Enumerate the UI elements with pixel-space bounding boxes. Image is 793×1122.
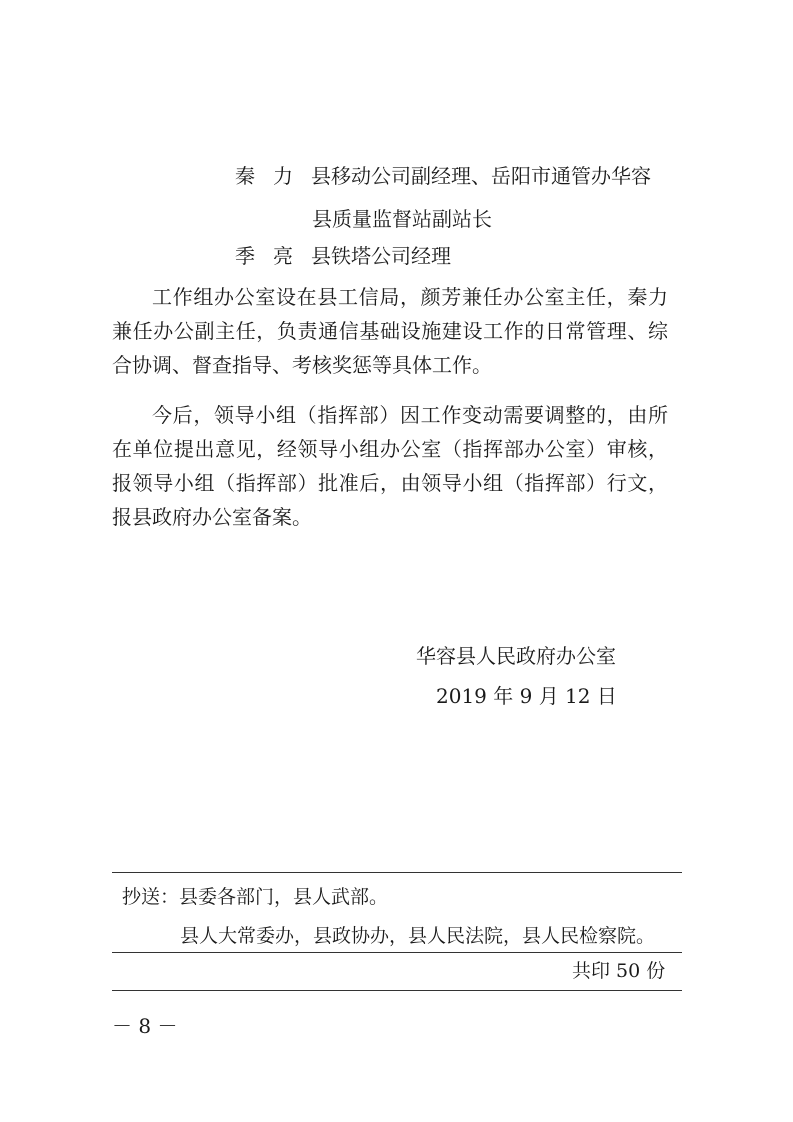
copy-to-label: 抄送： <box>122 886 180 908</box>
member-name <box>235 166 297 186</box>
member-name-char: 亮 <box>273 244 293 268</box>
member-name-char: 季 <box>235 244 255 268</box>
copy-to-line1: 县委各部门，县人武部。 <box>179 886 389 908</box>
member-role: 县移动公司副经理、岳阳市通管办华容 <box>311 164 651 188</box>
divider-top <box>112 872 682 873</box>
member-role: 县铁塔公司经理 <box>311 244 451 268</box>
member-name-char: 秦 <box>235 164 255 188</box>
member-name-char: 力 <box>273 164 293 188</box>
issuer-name: 华容县人民政府办公室 <box>416 644 616 668</box>
divider-bottom <box>112 990 682 991</box>
divider-middle <box>112 952 682 953</box>
body-paragraph: 工作组办公室设在县工信局，颜芳兼任办公室主任，秦力兼任办公副主任，负责通信基础设施建设工作的日常管理、综合协调、督查指导、考核奖惩等具体工作。 <box>112 285 668 377</box>
member-role-continued: 县质量监督站副站长 <box>312 207 492 231</box>
member-name <box>235 246 297 266</box>
issue-date: 2019 年 9 月 12 日 <box>436 684 617 708</box>
body-paragraph: 今后，领导小组（指挥部）因工作变动需要调整的，由所在单位提出意见，经领导小组办公室（指挥部办公室）审核，报领导小组（指挥部）批准后，由领导小组（指挥部）行文，报县政府办公室备案。 <box>112 403 668 529</box>
member-row <box>235 166 651 186</box>
page-number: － 8 － <box>112 1014 178 1038</box>
copies-count: 共印 50 份 <box>572 960 666 982</box>
member-row <box>235 246 451 266</box>
copy-to-line2: 县人大常委办，县政协办，县人民法院，县人民检察院。 <box>180 925 656 947</box>
copy-to-row <box>122 888 388 907</box>
